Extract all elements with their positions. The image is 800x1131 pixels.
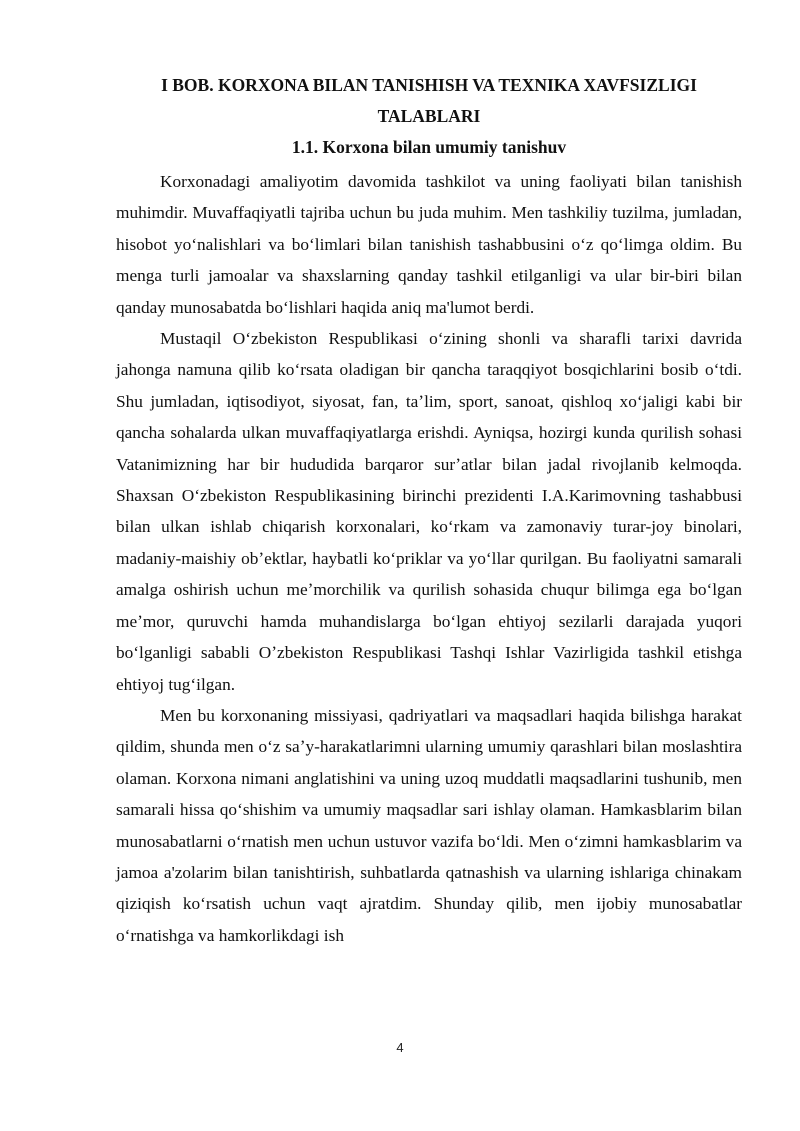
section-title: 1.1. Korxona bilan umumiy tanishuv bbox=[291, 137, 567, 157]
chapter-title: I BOB. KORXONA BILAN TANISHISH VA TEXNIKA XAVFSIZLIGI TALABLARI bbox=[161, 75, 697, 126]
document-page bbox=[116, 70, 742, 951]
paragraph-2: Mustaqil Oʻzbekiston Respublikasi oʻzining shonli va sharafli tarixi davrida jahonga namuna qilib koʻrsata oladigan bir qancha taraqqiyot bosqichlarini bosib oʻtdi. Shu jumladan, iqtisodiyot, siyosat, fan, taʼlim, sport, sanoat, qishloq xoʻjaligi kabi bir qancha sohalarda ulkan muvaffaqiyatlarga erishdi. Ayniqsa, hozirgi kunda qurilish sohasi Vatanimizning har bir hududida barqaror surʼatlar bilan jadal rivojlanib kelmoqda. Shaxsan Oʻzbekiston Respublikasining birinchi prezidenti I.A.Karimovning tashabbusi bilan ulkan ishlab chiqarish korxonalari, koʻrkam va zamonaviy turar-joy binolari, madaniy-maishiy obʼektlar, haybatli koʻpriklar va yoʻllar qurilgan. Bu faoliyatni samarali amalga oshirish uchun meʼmorchilik va qurilish sohasida chuqur bilimga ega boʻlgan meʼmor, quruvchi hamda muhandislarga boʻlgan ehtiyoj sezilarli darajada yuqori boʻlganligi sababli Oʼzbekiston Respublikasi Tashqi Ishlar Vazirligida tashkil etishga ehtiyoj tugʻilgan. bbox=[116, 329, 742, 694]
paragraph-1: Korxonadagi amaliyotim davomida tashkilot va uning faoliyati bilan tanishish muhimdir. Muvaffaqiyatli tajriba uchun bu juda muhim. Men tashkiliy tuzilma, jumladan, hisobot yoʻnalishlari va boʻlimlari bilan tanishish tashabbusini oʻz qoʻlimga oldim. Bu menga turli jamoalar va shaxslarning qanday tashkil etilganligi va ular bir-biri bilan qanday munosabatda boʻlishlari haqida aniq ma'lumot berdi. bbox=[116, 172, 742, 317]
page-number: 4 bbox=[396, 1040, 404, 1055]
paragraph-3: Men bu korxonaning missiyasi, qadriyatlari va maqsadlari haqida bilishga harakat qildim, shunda men oʻz saʼy-harakatlarimni ularning umumiy qarashlari bilan moslashtira olaman. Korxona nimani anglatishini va uning uzoq muddatli maqsadlarini tushunib, men samarali hissa qoʻshishim va umumiy maqsadlar sari ishlay olaman. Hamkasblarim bilan munosabatlarni oʻrnatish men uchun ustuvor vazifa boʻldi. Men oʻzimni hamkasblarim va jamoa a'zolarim bilan tanishtirish, suhbatlarda qatnashish va ularning ishlariga chinakam qiziqish koʻrsatish uchun vaqt ajratdim. Shunday qilib, men ijobiy munosabatlar oʻrnatishga va hamkorlikdagi ish bbox=[116, 705, 742, 945]
